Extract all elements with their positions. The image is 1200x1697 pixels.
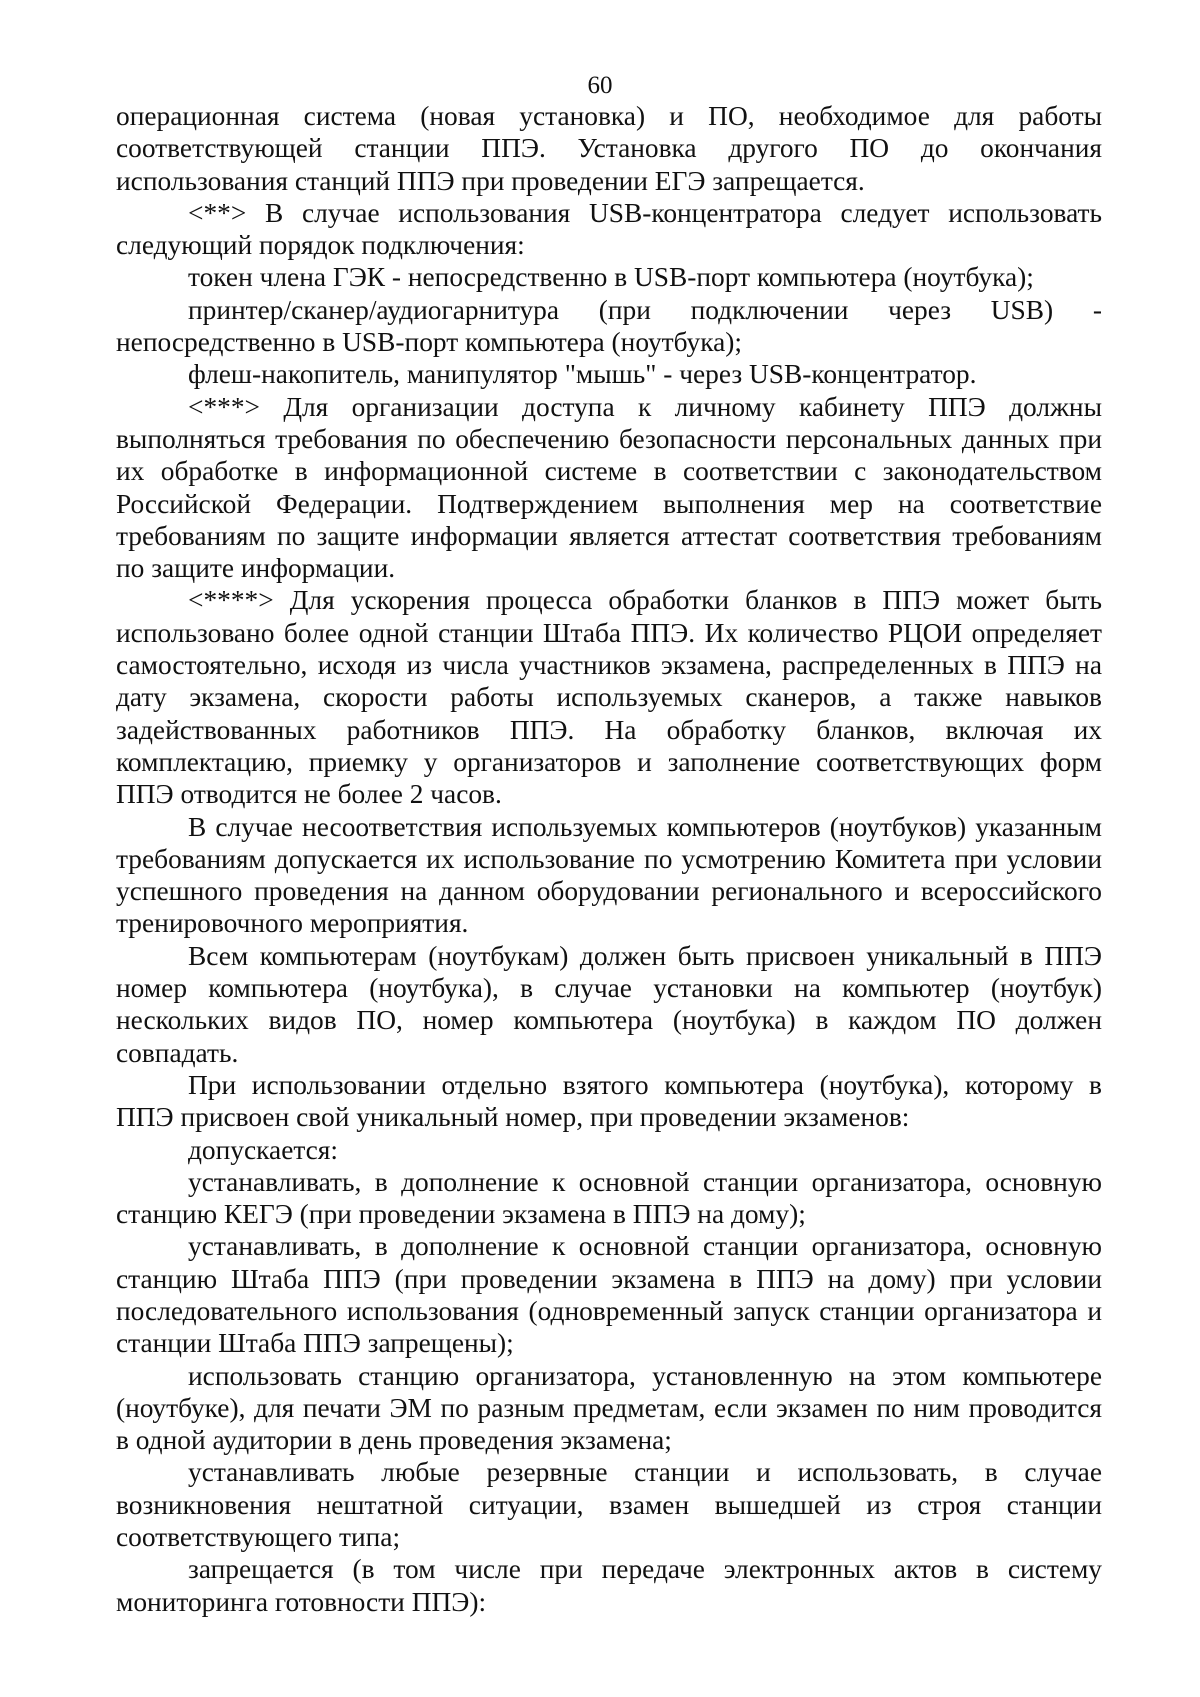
page-number: 60 (587, 72, 613, 99)
footnote-personal-account: <***> Для организации доступа к личному кабинету ППЭ должны выполняться требования по обеспечению безопасности персональных данных при их обработке в информационной системе в соответствии с законодательством Российской Федерации. Подтверждением выполнения мер на соответствие требованиям по защите информации является аттестат соответствия требованиям по защите информации. (116, 391, 1102, 584)
document-body (116, 100, 1102, 1618)
list-item: устанавливать любые резервные станции и использовать, в случае возникновения нештатной ситуации, взамен вышедшей из строя станции соответствующего типа; (116, 1457, 1102, 1553)
paragraph: При использовании отдельно взятого компьютера (ноутбука), которому в ППЭ присвоен свой уникальный номер, при проведении экзаменов: (116, 1069, 1102, 1133)
section-label-allowed: допускается: (188, 1134, 339, 1165)
list-item: флеш-накопитель, манипулятор "мышь" - через USB-концентратор. (188, 359, 977, 390)
paragraph: В случае несоответствия используемых компьютеров (ноутбуков) указанным требованиям допускается их использование по усмотрению Комитета при условии успешного проведения на данном оборудовании регионального и всероссийского тренировочного мероприятия. (116, 811, 1102, 939)
footnote-hq-station: <****> Для ускорения процесса обработки бланков в ППЭ может быть использовано более одной станции Штаба ППЭ. Их количество РЦОИ определяет самостоятельно, исходя из числа участников экзамена, распределенных в ППЭ на дату экзамена, скорости работы используемых сканеров, а также навыков задействованных работников ППЭ. На обработку бланков, включая их комплектацию, приемку у организаторов и заполнение соответствующих форм ППЭ отводится не более 2 часов. (116, 585, 1102, 810)
list-item: использовать станцию организатора, установленную на этом компьютере (ноутбуке), для печати ЭМ по разным предметам, если экзамен по ним проводится в одной аудитории в день проведения экзамена; (116, 1360, 1102, 1456)
list-item: токен члена ГЭК - непосредственно в USB-порт компьютера (ноутбука); (188, 262, 1034, 293)
paragraph: Всем компьютерам (ноутбукам) должен быть присвоен уникальный в ППЭ номер компьютера (ноутбука), в случае установки на компьютер (ноутбук) нескольких видов ПО, номер компьютера (ноутбука) в каждом ПО должен совпадать. (116, 940, 1102, 1068)
footnote-usb-hub: <**> В случае использования USB-концентратора следует использовать следующий порядок подключения: (116, 197, 1102, 261)
paragraph: операционная система (новая установка) и ПО, необходимое для работы соответствующей станции ППЭ. Установка другого ПО до окончания использования станций ППЭ при проведении ЕГЭ запрещается. (116, 101, 1102, 196)
section-label-forbidden: запрещается (в том числе при передаче электронных актов в систему мониторинга готовности ППЭ): (116, 1554, 1102, 1617)
list-item: принтер/сканер/аудиогарнитура (при подключении через USB) - непосредственно в USB-порт компьютера (ноутбука); (116, 294, 1102, 358)
list-item: устанавливать, в дополнение к основной станции организатора, основную станцию Штаба ППЭ (при проведении экзамена в ППЭ на дому) при условии последовательного использования (одновременный запуск станции организатора и станции Штаба ППЭ запрещены); (116, 1231, 1102, 1359)
list-item: устанавливать, в дополнение к основной станции организатора, основную станцию КЕГЭ (при проведении экзамена в ППЭ на дому); (116, 1166, 1102, 1230)
